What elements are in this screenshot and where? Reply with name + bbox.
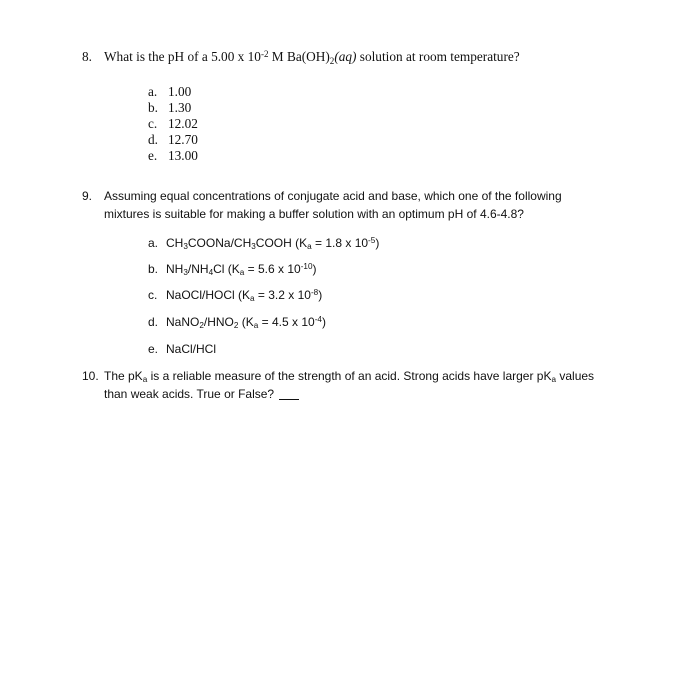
- q8-option-c: c. 12.02: [148, 116, 198, 131]
- q9-option-a: a. $CH_3COONa/CH_3COOH$ ($K_a = 1.8$ x $10^{-5}$): [148, 236, 380, 252]
- q9-option-b: b. $NH_3/NH_4Cl$ ($K_a = 5.6$ x $10^{-10}$): [148, 262, 317, 278]
- question-9-number: 9.: [82, 189, 93, 203]
- question-9-prompt-line2: mixtures is suitable for making a buffer solution with an optimum pH of 4.6-4.8?: [104, 207, 524, 221]
- answer-blank[interactable]: [279, 399, 299, 400]
- question-9-prompt-line1: Assuming equal concentrations of conjugate acid and base, which one of the following: [104, 189, 562, 203]
- question-8-number: 8.: [82, 49, 92, 64]
- question-10-prompt-line2: than weak acids. True or False?: [104, 388, 299, 400]
- q8-option-b: b. 1.30: [148, 100, 192, 115]
- q9-option-e: e. NaCl/HCl: [148, 342, 217, 356]
- q9-option-c: c. NaOCl/HOCl ($K_a = 3.2$ x $10^{-8}$): [148, 288, 323, 304]
- q9-option-d: d. $NaNO_2/HNO_2$ ($K_a = 4.5$ x $10^{-4}$): [148, 315, 326, 331]
- q8-option-d: d. 12.70: [148, 132, 198, 147]
- question-8-prompt: What is the pH of a 5.00 x $10^{-2}$ M $Ba(OH)_2(aq)$ solution at room temperature?: [104, 48, 520, 66]
- q8-option-a: a. 1.00: [148, 84, 192, 99]
- q8-option-e: e. 13.00: [148, 148, 198, 163]
- question-10-number: 10.: [82, 369, 99, 383]
- question-10-prompt-line1: The $pK_a$ is a reliable measure of the strength of an acid. Strong acids have larger $pK_a$ values: [104, 369, 595, 385]
